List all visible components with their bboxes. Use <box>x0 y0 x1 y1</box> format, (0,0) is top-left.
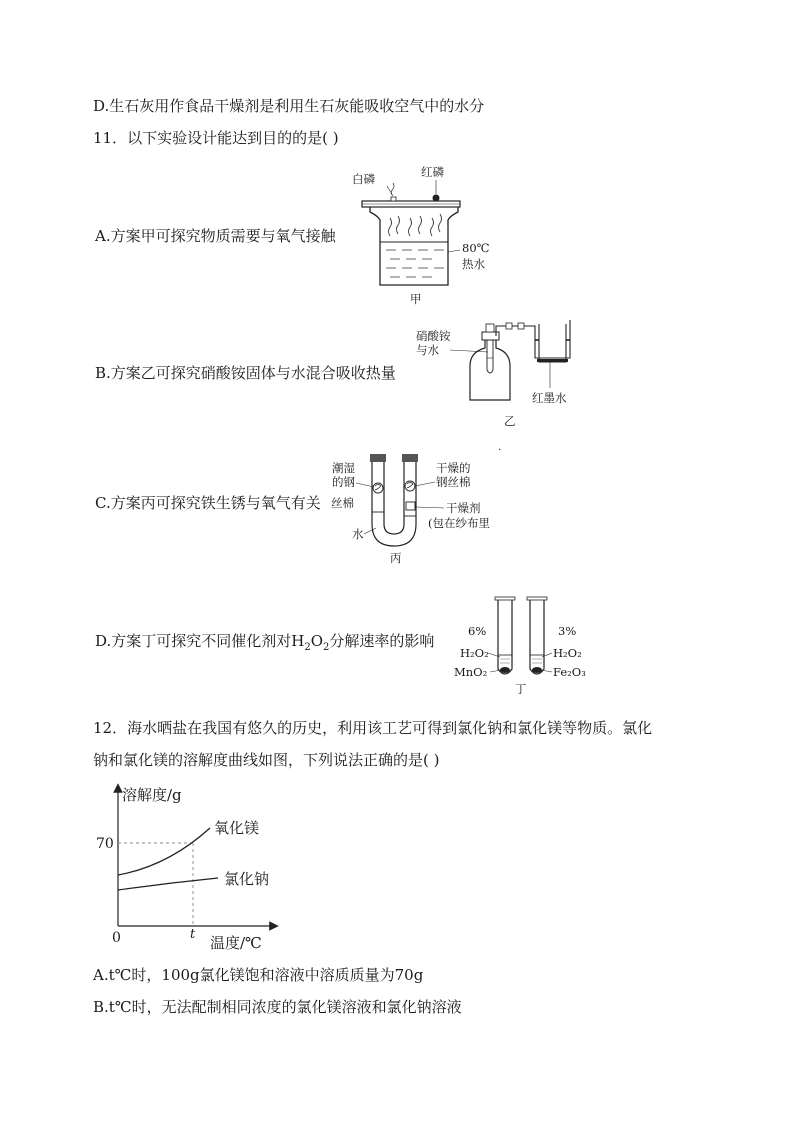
label-left-conc: 6% <box>468 624 487 638</box>
caption-bing: 丙 <box>390 551 402 565</box>
x-marker-t: t <box>190 927 196 942</box>
label-wet-1: 潮湿 <box>332 461 355 475</box>
series-label-magnesium: 氧化镁 <box>214 819 260 837</box>
label-ammonium-nitrate: 硝酸铵 <box>416 329 451 343</box>
series-line-sodium <box>118 878 218 890</box>
q10-option-d: D.生石灰用作食品干燥剂是利用生石灰能吸收空气中的水分 <box>93 97 485 115</box>
q11-option-c: C.方案丙可探究铁生锈与氧气有关 <box>95 494 321 512</box>
label-wrap: (包在纱布里 <box>428 516 490 530</box>
origin-label: 0 <box>112 930 121 946</box>
caption-ding: 丁 <box>515 682 527 696</box>
label-right-h2o2: H₂O₂ <box>553 646 582 660</box>
q11-option-a: A.方案甲可探究物质需要与氧气接触 <box>95 227 336 245</box>
series-line-magnesium <box>118 828 210 875</box>
q11-option-d <box>95 631 434 658</box>
label-80c: 80℃ <box>462 241 490 255</box>
label-wet-3: 丝棉 <box>331 496 354 510</box>
q12-option-a: A.t℃时，100g氯化镁饱和溶液中溶质质量为70g <box>93 966 424 984</box>
q12-stem-line-1: 12．海水晒盐在我国有悠久的历史，利用该工艺可得到氯化钠和氯化镁等物质。氯化 <box>93 719 653 737</box>
label-desiccant: 干燥剂 <box>446 501 481 515</box>
caption-yi: 乙 <box>504 414 516 428</box>
q11-option-b: B.方案乙可探究硝酸铵固体与水混合吸收热量 <box>95 364 396 382</box>
x-axis-label: 温度/℃ <box>210 934 262 952</box>
label-wet-2: 的钢 <box>332 475 355 489</box>
h2o2-formula: $H_2O_2$ <box>291 632 330 653</box>
label-mno2: MnO₂ <box>454 665 488 679</box>
figure-yi <box>410 310 585 455</box>
q12-option-b: B.t℃时，无法配制相同浓度的氯化镁溶液和氯化钠溶液 <box>93 998 462 1016</box>
svg-text:.: . <box>498 441 502 453</box>
label-dry-1: 干燥的 <box>436 461 471 475</box>
y-axis-label: 溶解度/g <box>122 786 182 804</box>
label-with-water: 与水 <box>416 343 439 357</box>
label-fe2o3: Fe₂O₃ <box>553 665 586 679</box>
label-water: 水 <box>352 527 364 541</box>
label-left-h2o2: H₂O₂ <box>460 646 489 660</box>
figure-bing <box>330 450 510 570</box>
figure-jia <box>340 160 490 310</box>
figure-ding <box>450 595 600 700</box>
caption-jia: 甲 <box>410 292 422 306</box>
q12-stem-line-2: 钠和氯化镁的溶解度曲线如图，下列说法正确的是( ) <box>93 751 440 769</box>
q11-option-d-suffix: 分解速率的影响 <box>329 632 435 650</box>
label-hot-water: 热水 <box>462 257 485 271</box>
y-marker-70: 70 <box>96 836 114 852</box>
q11-stem: 11．以下实验设计能达到目的的是( ) <box>93 129 339 147</box>
label-red-ink: 红墨水 <box>532 391 567 405</box>
label-dry-2: 钢丝棉 <box>436 475 471 489</box>
label-white-phosphorus: 白磷 <box>352 172 375 186</box>
label-red-phosphorus: 红磷 <box>421 165 444 179</box>
label-right-conc: 3% <box>558 624 577 638</box>
series-label-sodium: 氯化钠 <box>224 870 270 888</box>
q11-option-d-prefix: D.方案丁可探究不同催化剂对 <box>95 632 292 650</box>
solubility-chart <box>88 778 288 953</box>
